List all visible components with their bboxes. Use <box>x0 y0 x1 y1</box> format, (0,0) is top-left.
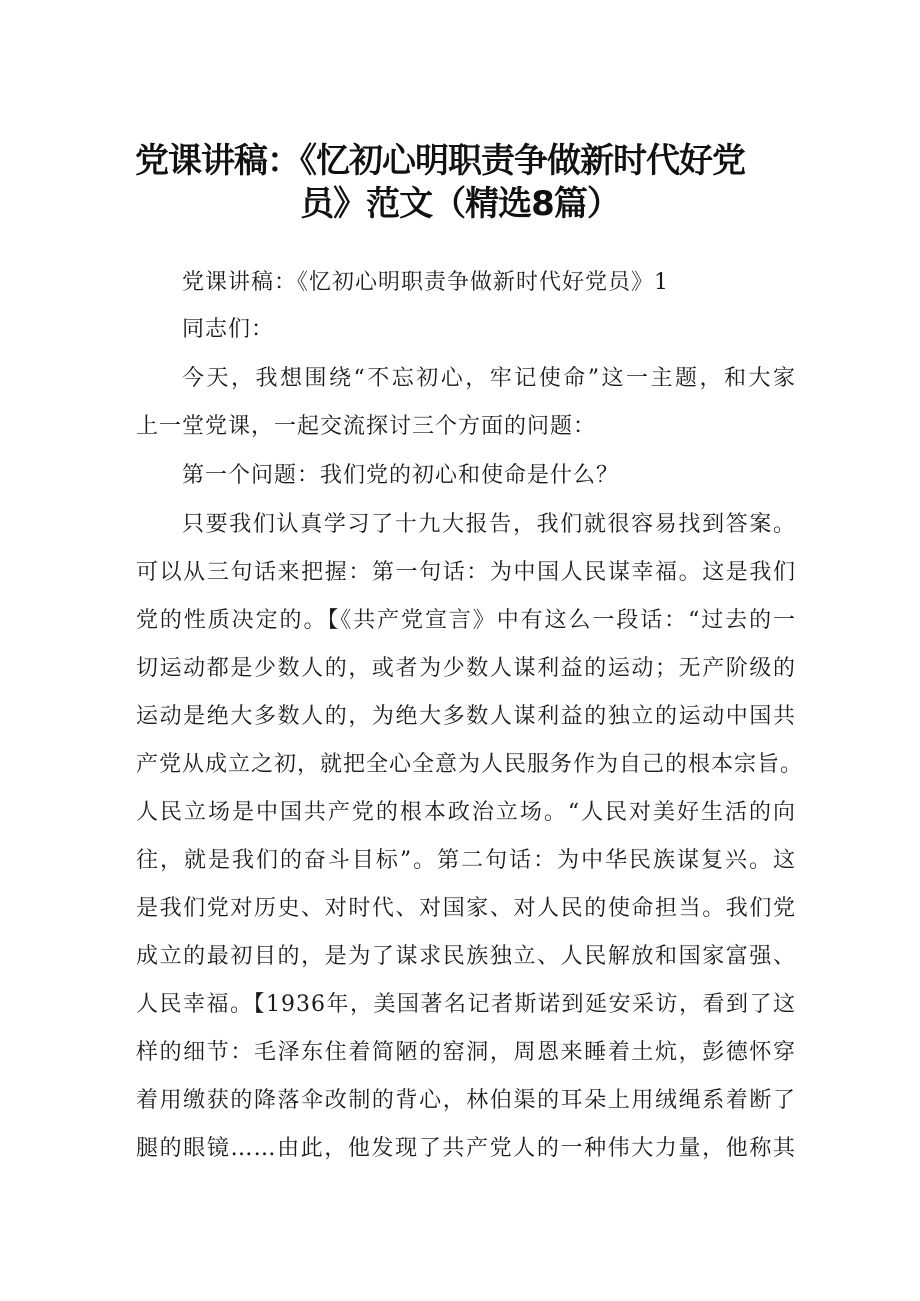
salutation: 同志们： <box>182 317 275 342</box>
paragraph-line: 可以从三句话来把握：第一句话：为中国人民谋幸福。这是我们 <box>136 560 796 585</box>
paragraph-line: 今天，我想围绕“不忘初心，牢记使命”这一主题，和大家 <box>182 366 796 391</box>
paragraph-line: 着用缴获的降落伞改制的背心，林伯渠的耳朵上用绒绳系着断了 <box>136 1088 796 1113</box>
paragraph-line: 运动是绝大多数人的，为绝大多数人谋利益的独立的运动中国共 <box>136 704 796 729</box>
paragraph-line: 是我们党对历史、对时代、对国家、对人民的使命担当。我们党 <box>136 896 796 921</box>
paragraph-line: 只要我们认真学习了十九大报告，我们就很容易找到答案。 <box>182 512 796 537</box>
document-title-line-1: 党课讲稿：《忆初心明职责争做新时代好党 <box>135 141 745 181</box>
paragraph-line: 上一堂党课，一起交流探讨三个方面的问题： <box>136 414 597 439</box>
paragraph-line: 党的性质决定的。【《共产党宣言》中有这么一段话：“过去的一 <box>136 608 796 633</box>
paragraph-line: 样的细节：毛泽东住着简陋的窑洞，周恩来睡着土炕，彭德怀穿 <box>136 1040 796 1065</box>
question-heading: 第一个问题：我们党的初心和使命是什么？ <box>182 463 620 488</box>
paragraph-line: 往，就是我们的奋斗目标”。第二句话：为中华民族谋复兴。这 <box>136 848 796 873</box>
paragraph-line: 人民立场是中国共产党的根本政治立场。“人民对美好生活的向 <box>136 800 796 825</box>
paragraph-line: 切运动都是少数人的，或者为少数人谋利益的运动；无产阶级的 <box>136 656 796 681</box>
section-heading: 党课讲稿：《忆初心明职责争做新时代好党员》1 <box>182 270 669 295</box>
paragraph-line: 产党从成立之初，就把全心全意为人民服务作为自己的根本宗旨。 <box>136 752 804 777</box>
document-title-line-2: 员》范文（精选8篇） <box>300 184 620 224</box>
paragraph-line: 腿的眼镜……由此，他发现了共产党人的一种伟大力量，他称其 <box>136 1136 796 1161</box>
paragraph-line: 人民幸福。【1936年，美国著名记者斯诺到延安采访，看到了这 <box>136 992 796 1017</box>
paragraph-line: 成立的最初目的，是为了谋求民族独立、人民解放和国家富强、 <box>136 944 796 969</box>
